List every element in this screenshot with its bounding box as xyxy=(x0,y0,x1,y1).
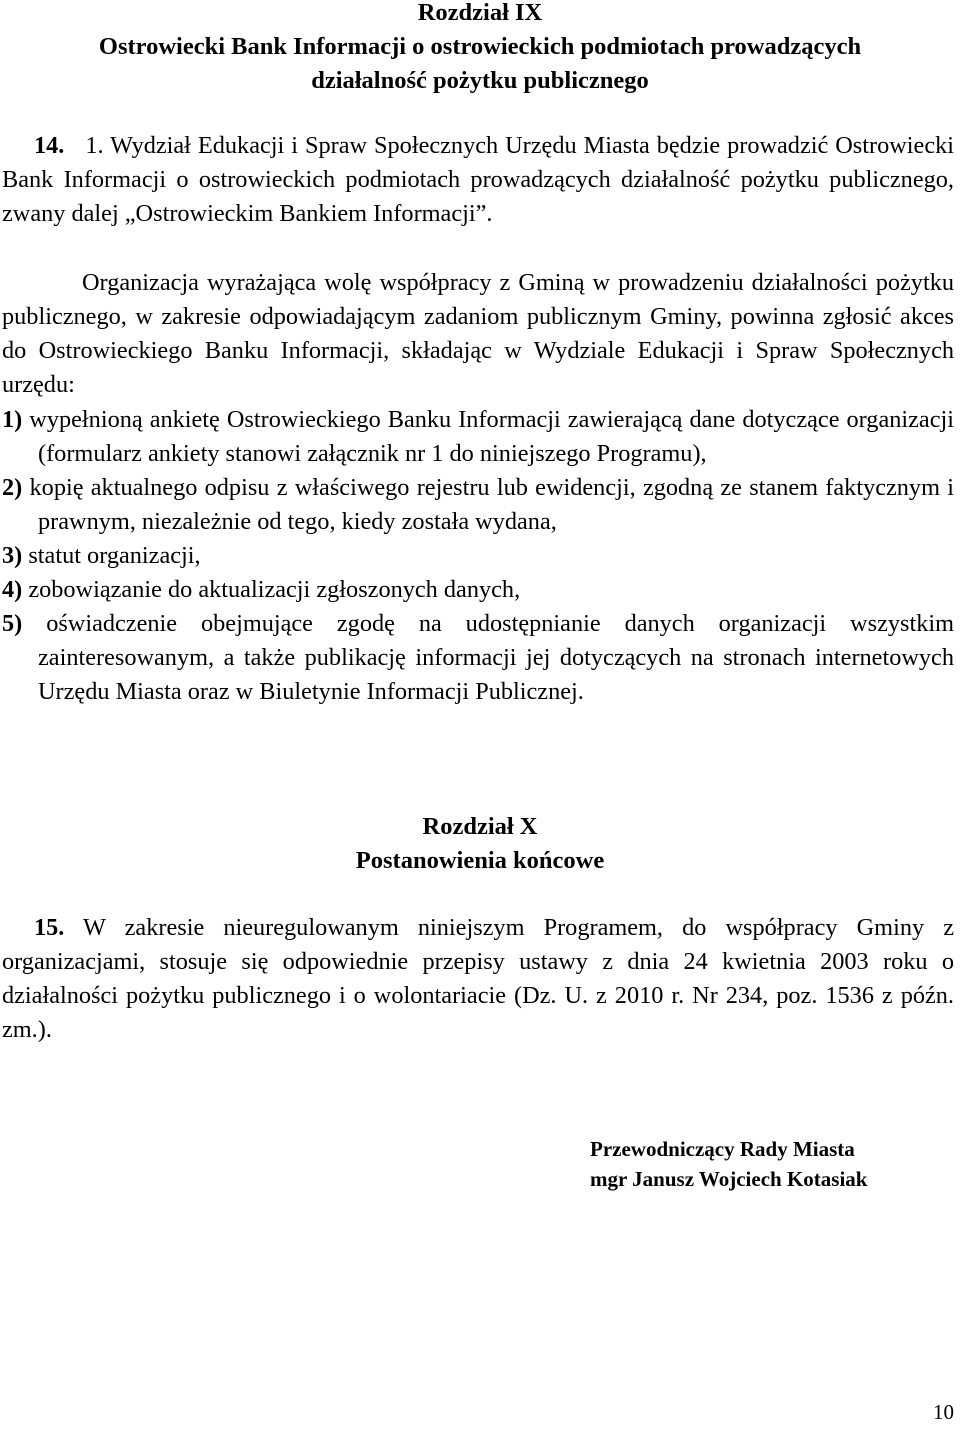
section-14-number: 14. xyxy=(34,132,65,159)
list-item xyxy=(2,403,954,471)
section-14-paragraph-2 xyxy=(2,266,954,402)
section-15-number: 15. xyxy=(34,914,65,941)
list-item xyxy=(2,539,954,573)
page-number: 10 xyxy=(933,1400,954,1424)
section-14-p2-text: Organizacja wyrażająca wolę współpracy z Gminą w prowadzeniu działalności pożytku publicznego, w zakresie odpowiadającym zadaniom publicznym Gminy, powinna zgłosić akces do Ostrowieckiego Banku Informacji, składając w Wydziale Edukacji i Spraw Społecznych urzędu: xyxy=(2,269,954,398)
section-14-p1-number: 1. xyxy=(85,132,104,159)
list-item-number: 2) xyxy=(2,474,23,501)
chapter-9-title: Rozdział IX xyxy=(417,0,543,26)
list-item-number: 3) xyxy=(2,542,23,569)
signature-block xyxy=(590,1134,867,1194)
signature-role: Przewodniczący Rady Miasta xyxy=(590,1137,855,1161)
list-item-text: oświadczenie obejmujące zgodę na udostępnianie danych organizacji wszystkim zainteresowanym, a także publikację informacji jej dotyczących na stronach internetowych Urzędu Miasta oraz w Biuletynie Informacji Publicznej. xyxy=(38,610,954,705)
chapter-10-subtitle: Postanowienia końcowe xyxy=(355,847,605,874)
list-item-text: kopię aktualnego odpisu z właściwego rejestru lub ewidencji, zgodną ze stanem faktycznym i prawnym, niezależnie od tego, kiedy została wydana, xyxy=(29,474,954,535)
list-item-number: 1) xyxy=(2,406,23,433)
list-item xyxy=(2,607,954,709)
list-item-number: 5) xyxy=(2,610,23,637)
list-item-number: 4) xyxy=(2,576,23,603)
section-14-paragraph-1 xyxy=(2,129,954,231)
list-item xyxy=(2,471,954,539)
section-15-text: W zakresie nieuregulowanym niniejszym Programem, do współpracy Gminy z organizacjami, stosuje się odpowiednie przepisy ustawy z dnia 24 kwietnia 2003 roku o działalności pożytku publicznego i o wolontariacie (Dz. U. z 2010 r. Nr 234, poz. 1536 z późn. zm.). xyxy=(2,914,954,1043)
chapter-9-subtitle-line1: Ostrowiecki Bank Informacji o ostrowieckich podmiotach prowadzących xyxy=(98,33,862,60)
chapter-10-title: Rozdział X xyxy=(422,813,538,840)
section-14-p1-text: Wydział Edukacji i Spraw Społecznych Urzędu Miasta będzie prowadzić Ostrowiecki Bank Informacji o ostrowieckich podmiotach prowadzących działalność pożytku publicznego, zwany dalej „Ostrowieckim Bankiem Informacji”. xyxy=(2,132,955,227)
list-item-text: zobowiązanie do aktualizacji zgłoszonych danych, xyxy=(28,576,521,603)
list-item xyxy=(2,573,954,607)
list-item-text: statut organizacji, xyxy=(28,542,201,569)
chapter-9-heading xyxy=(0,0,960,98)
signature-name: mgr Janusz Wojciech Kotasiak xyxy=(590,1167,868,1191)
attachment-list xyxy=(2,403,954,709)
chapter-10-heading xyxy=(0,810,960,878)
list-item-text: wypełnioną ankietę Ostrowieckiego Banku Informacji zawierającą dane dotyczące organizacji (formularz ankiety stanowi załącznik nr 1 do niniejszego Programu), xyxy=(29,406,954,467)
section-15-paragraph xyxy=(2,911,954,1047)
chapter-9-subtitle-line2: działalność pożytku publicznego xyxy=(311,67,649,94)
